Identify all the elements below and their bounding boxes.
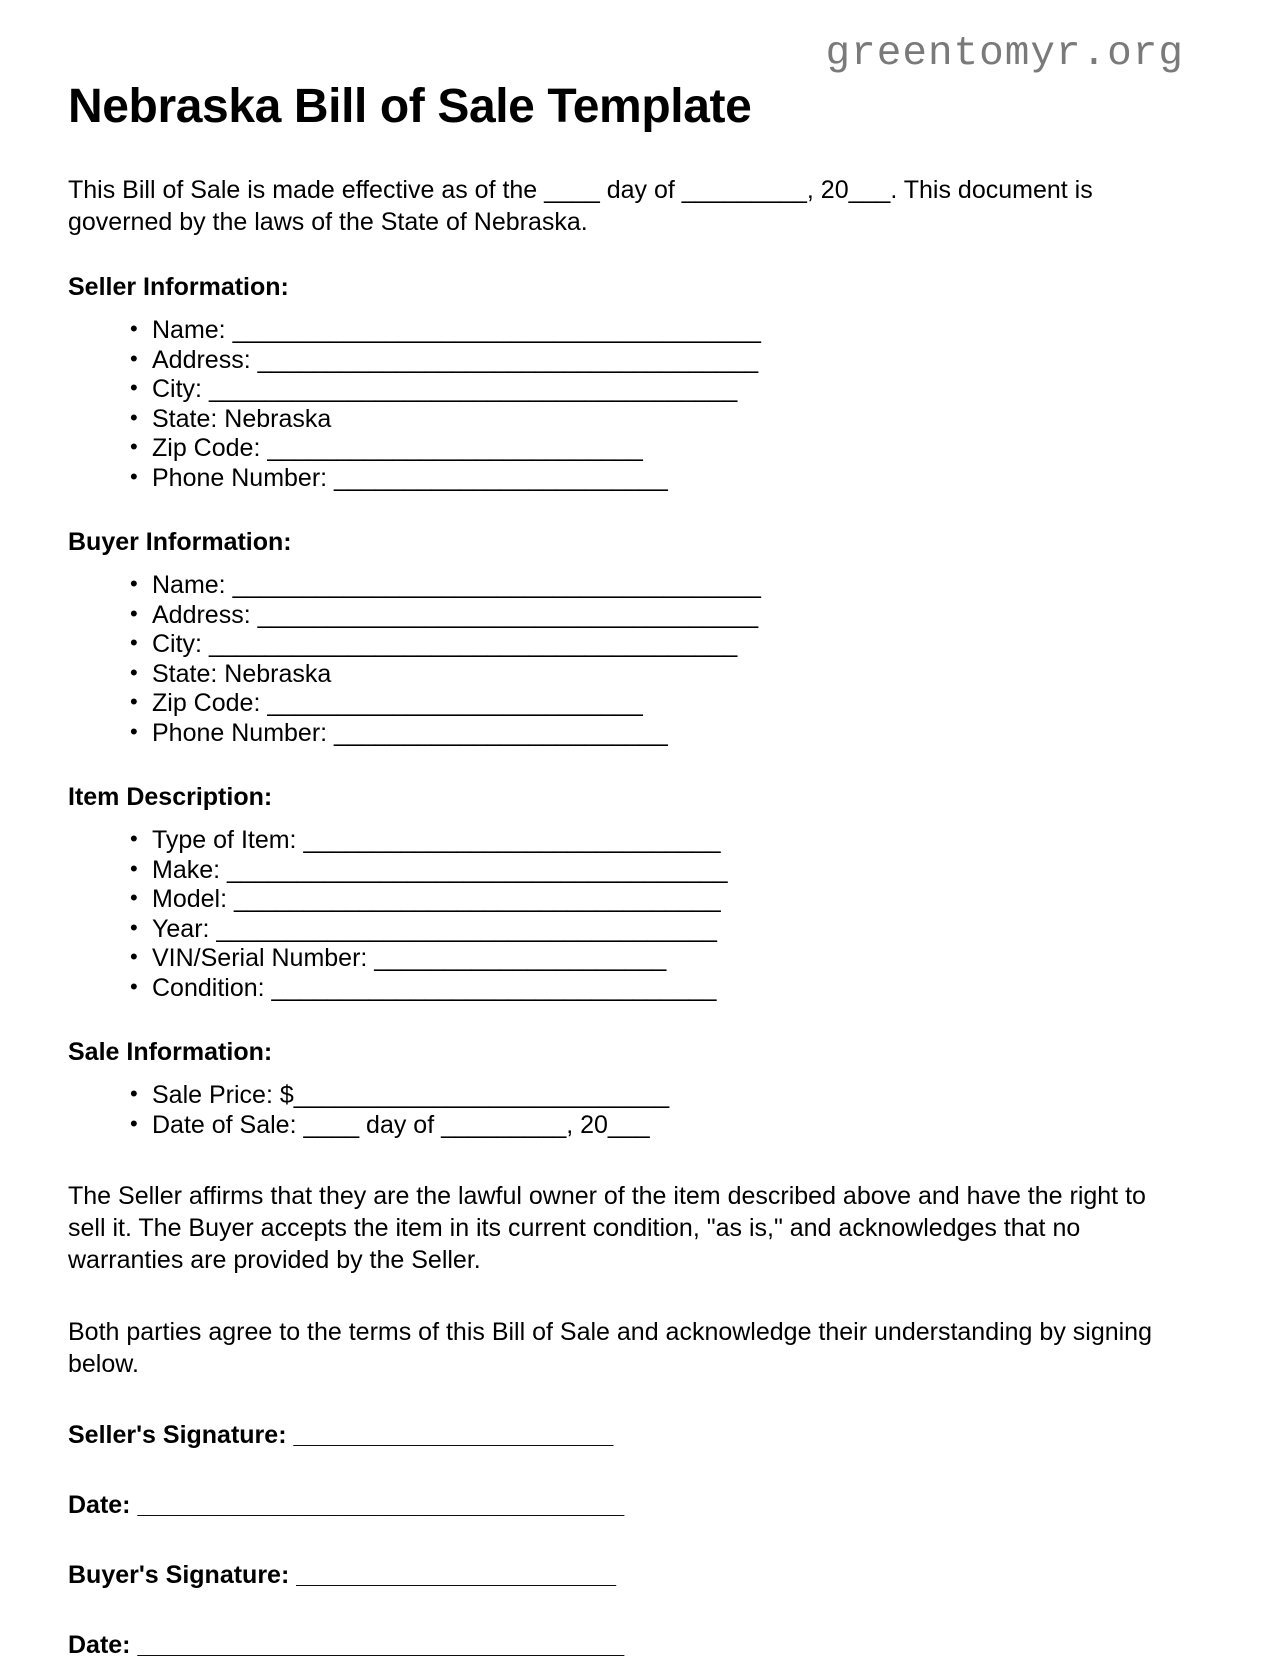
buyer-signature-line[interactable]: Buyer's Signature: _______________________ [68, 1561, 617, 1590]
list-item[interactable]: • Phone Number: ________________________ [130, 719, 1214, 749]
seller-date-line[interactable]: Date: ___________________________________ [68, 1491, 625, 1520]
list-item[interactable]: • City: ______________________________________ [130, 630, 1214, 660]
list-item[interactable]: • Date of Sale: ____ day of _________, 20___ [130, 1111, 1214, 1141]
list-item: • State: Nebraska [130, 660, 1214, 690]
list-item[interactable]: • Zip Code: ___________________________ [130, 689, 1214, 719]
site-watermark: greentomyr.org [825, 31, 1184, 77]
list-item: • State: Nebraska [130, 405, 1214, 435]
buyer-information-heading: Buyer Information: [68, 528, 292, 557]
page-title: Nebraska Bill of Sale Template [68, 80, 752, 133]
list-item[interactable]: • Type of Item: ______________________________ [130, 826, 1214, 856]
list-item[interactable]: • Condition: ________________________________ [130, 974, 1214, 1004]
sale-information-heading: Sale Information: [68, 1038, 273, 1067]
list-item[interactable]: • City: ______________________________________ [130, 375, 1214, 405]
seller-information-list [68, 302, 1214, 493]
list-item[interactable]: • Name: ______________________________________ [130, 571, 1214, 601]
sale-information-list [68, 1067, 1214, 1140]
item-description-list [68, 812, 1214, 1003]
list-item[interactable]: • Name: ______________________________________ [130, 316, 1214, 346]
buyer-date-line[interactable]: Date: ___________________________________ [68, 1631, 625, 1660]
list-item[interactable]: • Zip Code: ___________________________ [130, 434, 1214, 464]
list-item[interactable]: • Address: ____________________________________ [130, 346, 1214, 376]
buyer-information-list [68, 557, 1214, 748]
item-description-heading: Item Description: [68, 783, 273, 812]
affirmation-paragraph: The Seller affirms that they are the lawful owner of the item described above and have the right to sell it. The Buyer accepts the item in its current condition, "as is," and acknowledges that no warranties are provided by the Seller. [68, 1182, 1146, 1275]
seller-information-heading: Seller Information: [68, 273, 289, 302]
list-item[interactable]: • Address: ____________________________________ [130, 601, 1214, 631]
list-item[interactable]: • Model: ___________________________________ [130, 885, 1214, 915]
intro-paragraph: This Bill of Sale is made effective as of the ____ day of _________, 20___. This document is governed by the laws of the State of Nebraska. [68, 176, 1093, 237]
list-item[interactable]: • Phone Number: ________________________ [130, 464, 1214, 494]
agreement-paragraph: Both parties agree to the terms of this Bill of Sale and acknowledge their understanding by signing below. [68, 1318, 1152, 1379]
seller-signature-line[interactable]: Seller's Signature: _______________________ [68, 1421, 614, 1450]
list-item[interactable]: • Year: ____________________________________ [130, 915, 1214, 945]
list-item[interactable]: • Make: ____________________________________ [130, 856, 1214, 886]
list-item[interactable]: • Sale Price: $___________________________ [130, 1081, 1214, 1111]
list-item[interactable]: • VIN/Serial Number: _____________________ [130, 944, 1214, 974]
